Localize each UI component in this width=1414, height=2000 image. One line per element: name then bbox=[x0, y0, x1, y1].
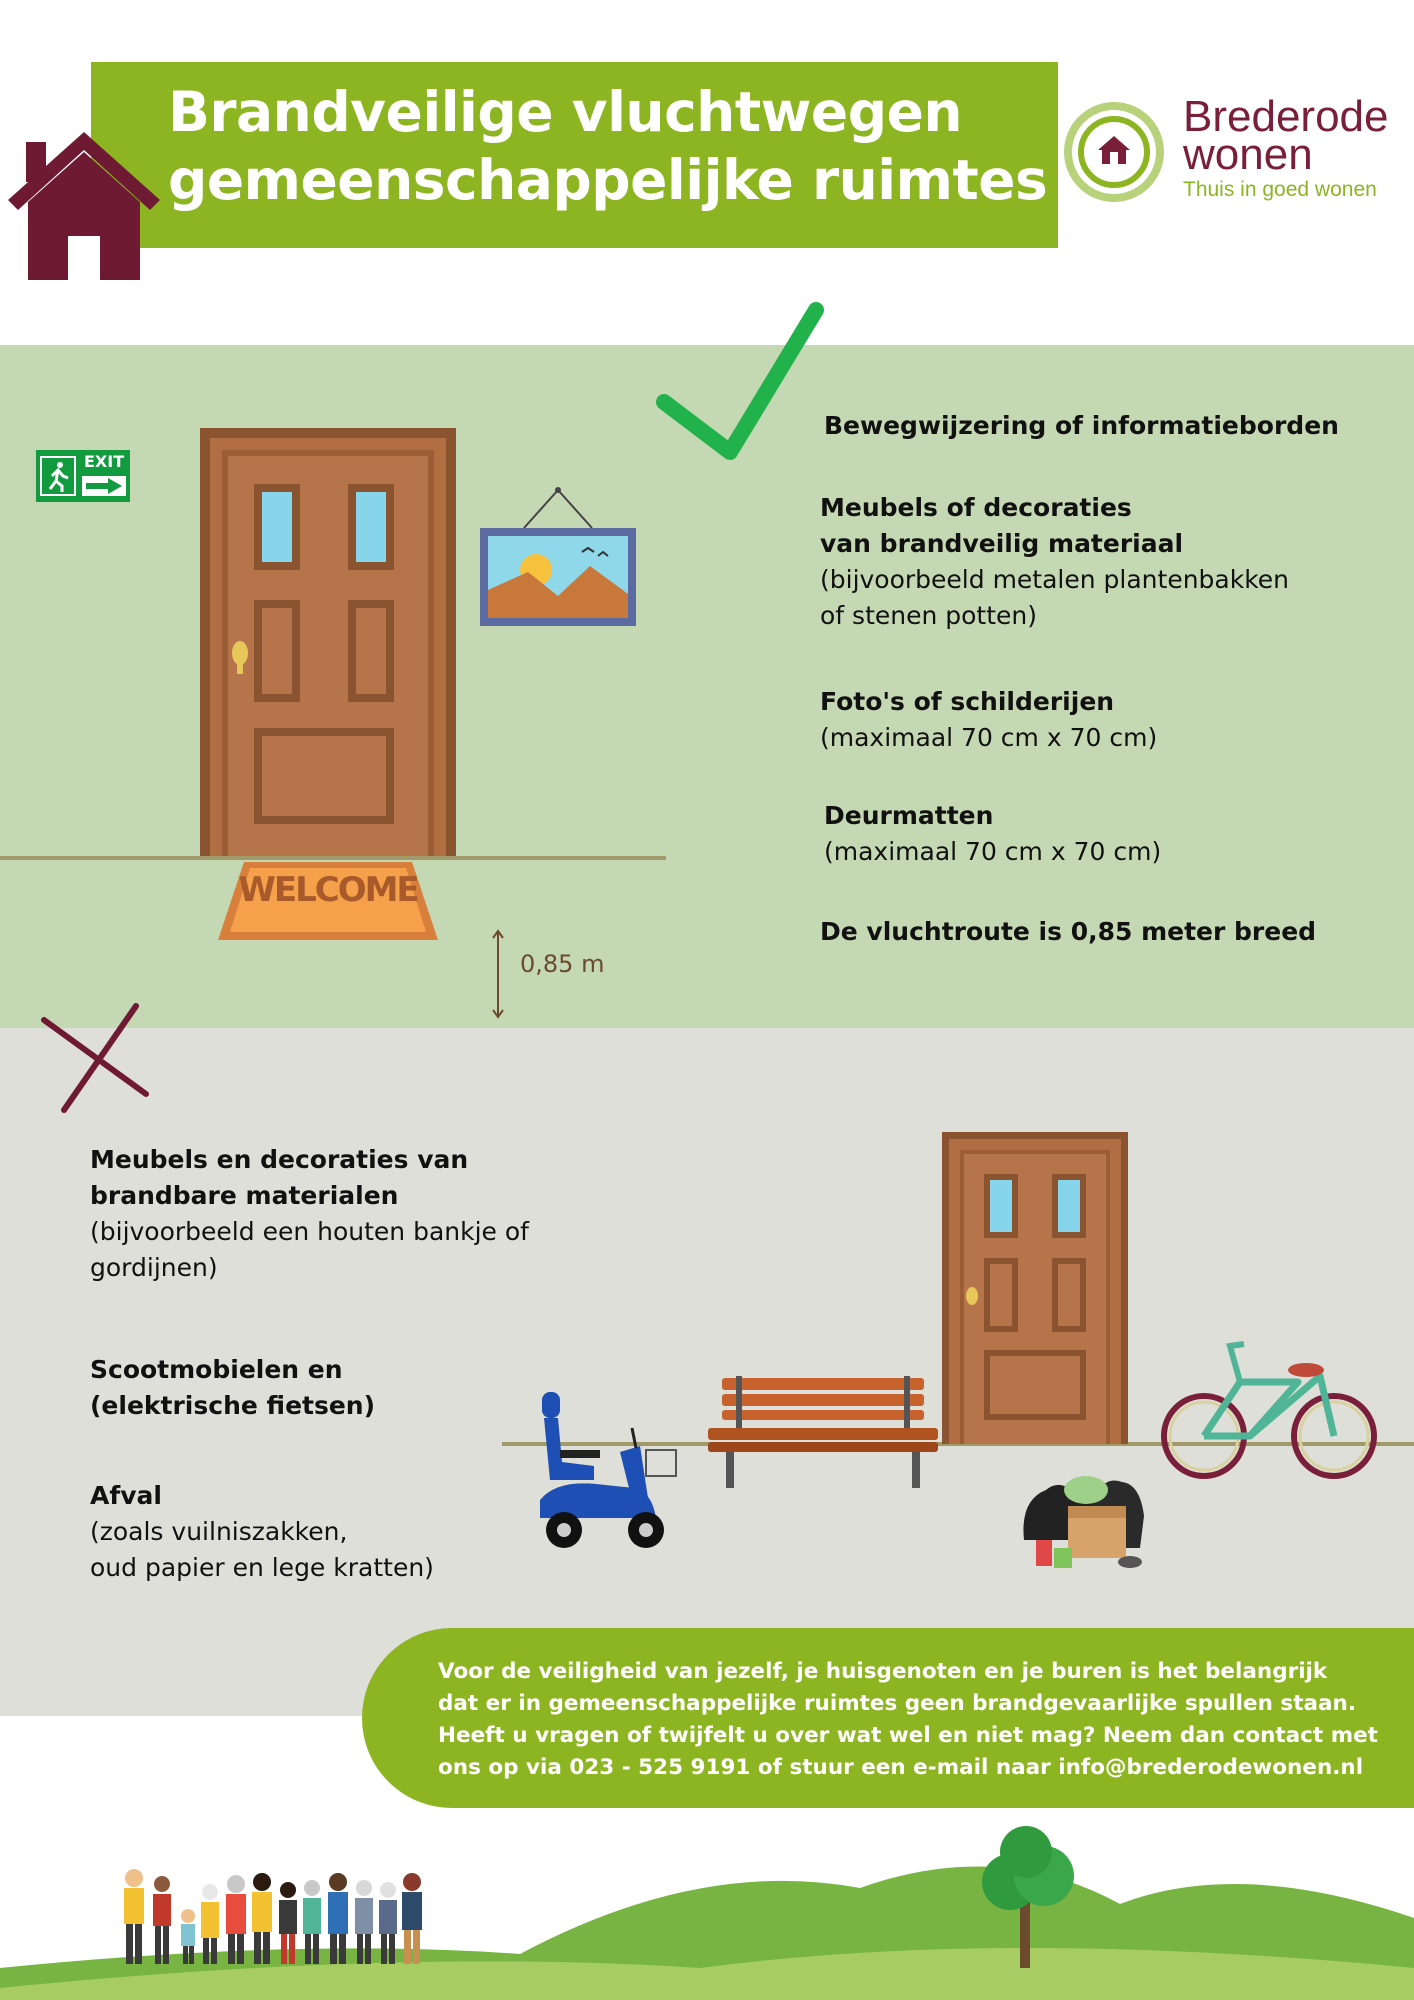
waste-pile bbox=[1020, 1470, 1150, 1574]
cta-line-1: Voor de veiligheid van jezelf, je huisgenoten en je buren is het belangrijk bbox=[438, 1659, 1328, 1684]
arrow-right-icon bbox=[82, 476, 126, 496]
checkmark-icon bbox=[656, 302, 826, 472]
doormat-text: WELCOME bbox=[238, 870, 418, 910]
brand-logo-icon bbox=[1062, 100, 1166, 204]
brand-name-line-2: wonen bbox=[1183, 130, 1313, 179]
framed-picture bbox=[478, 486, 638, 628]
exit-label: EXIT bbox=[84, 452, 125, 471]
running-man-icon bbox=[40, 456, 76, 496]
brand-name bbox=[1183, 92, 1389, 179]
group-of-people bbox=[112, 1846, 472, 1970]
title-line-2: gemeenschappelijke ruimtes bbox=[168, 148, 1048, 212]
page-title bbox=[168, 78, 1048, 214]
measure-arrow-icon bbox=[490, 928, 506, 1020]
title-line-1: Brandveilige vluchtwegen bbox=[168, 80, 963, 144]
door-illustration-small bbox=[942, 1132, 1128, 1444]
cta-text bbox=[438, 1656, 1398, 1784]
mobility-scooter bbox=[536, 1388, 678, 1552]
allowed-item-pictures: Foto's of schilderijen (maximaal 70 cm x 70 cm) bbox=[820, 687, 1158, 752]
forbidden-item-furniture: Meubels en decoraties van brandbare materialen (bijvoorbeeld een houten bankje of gordijnen) bbox=[90, 1145, 529, 1282]
forbidden-item-waste: Afval (zoals vuilniszakken, oud papier en lege kratten) bbox=[90, 1481, 434, 1582]
forbidden-item-scooters: Scootmobielen en (elektrische fietsen) bbox=[90, 1355, 376, 1420]
allowed-item-furniture: Meubels of decoraties van brandveilig materiaal (bijvoorbeeld metalen plantenbakken of stenen potten) bbox=[820, 493, 1290, 630]
allowed-item-doormats: Deurmatten (maximaal 70 cm x 70 cm) bbox=[824, 801, 1162, 866]
brand-name-line-1: Brederode bbox=[1183, 92, 1389, 141]
wooden-bench bbox=[708, 1376, 938, 1490]
door-illustration bbox=[200, 428, 456, 858]
cta-line-2: dat er in gemeenschappelijke ruimtes geen brandgevaarlijke spullen staan. bbox=[438, 1691, 1356, 1716]
allowed-item-escape-route: De vluchtroute is 0,85 meter breed bbox=[820, 917, 1317, 946]
house-icon bbox=[4, 128, 164, 280]
bicycle bbox=[1160, 1336, 1378, 1482]
allowed-item-signage: Bewegwijzering of informatieborden bbox=[824, 411, 1339, 440]
cta-line-3: Heeft u vragen of twijfelt u over wat wel en niet mag? Neem dan contact met bbox=[438, 1723, 1378, 1748]
cta-line-4: ons op via 023 - 525 9191 of stuur een e-mail naar info@brederodewonen.nl bbox=[438, 1755, 1364, 1780]
measure-label: 0,85 m bbox=[520, 950, 605, 978]
brand-tagline: Thuis in goed wonen bbox=[1183, 178, 1377, 201]
exit-sign bbox=[36, 450, 130, 502]
cross-icon bbox=[36, 998, 152, 1118]
